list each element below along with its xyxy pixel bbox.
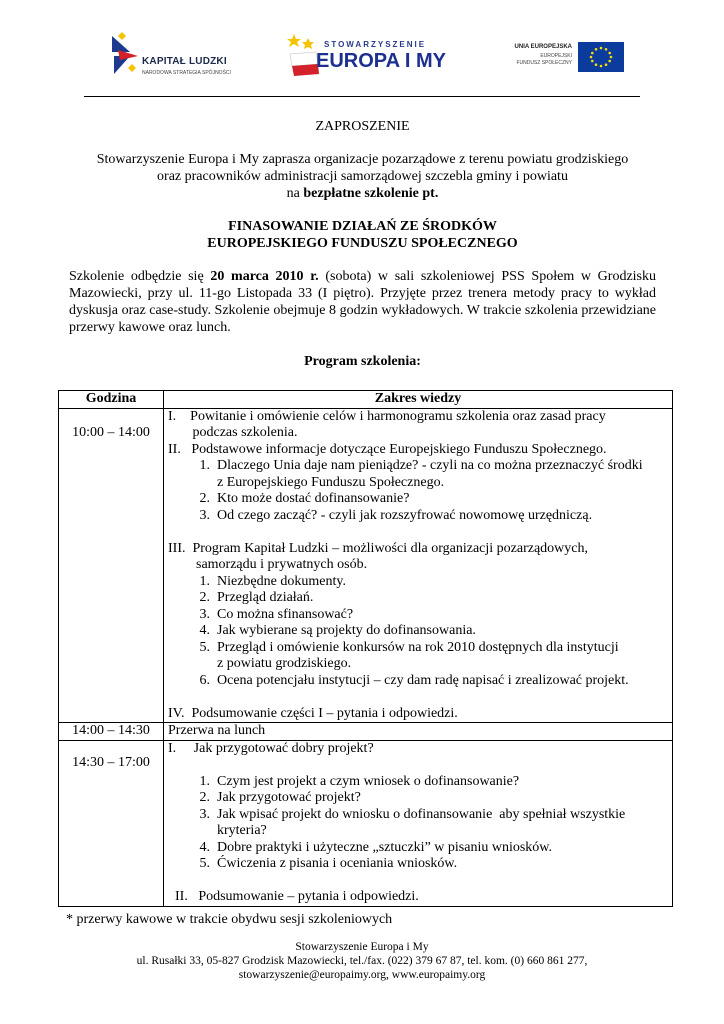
program-table (58, 390, 673, 907)
row2-scope: Przerwa na lunch (164, 723, 673, 741)
logo-center-main: EUROPA I MY (316, 50, 447, 72)
col-time-header: Godzina (59, 391, 164, 409)
header-rule (84, 96, 640, 97)
europa-i-my-logo (286, 24, 447, 84)
row3-line: 4. Dobre praktyki i użyteczne „sztuczki” w pisaniu wniosków. (168, 839, 552, 855)
row3-line (168, 873, 668, 890)
row1-line: samorządu i prywatnych osób. (168, 557, 368, 572)
row3-line: I. Jak przygotować dobry projekt? (168, 740, 374, 756)
logo-right-sub (516, 53, 572, 67)
row3-scope (164, 740, 673, 906)
row1-line (168, 524, 668, 541)
invitation-content (69, 118, 656, 370)
details-part-1: Szkolenie odbędzie się (69, 269, 211, 284)
row3-line: 3. Jak wpisać projekt do wniosku o dofinansowanie aby spełniał wszystkie (168, 806, 626, 822)
row3-line: II. Podsumowanie – pytania i odpowiedzi. (168, 889, 419, 904)
row1-line: IV. Podsumowanie części I – pytania i odpowiedzi. (168, 705, 458, 721)
table-header-row (59, 391, 673, 409)
row1-line: I. Powitanie i omówienie celów i harmonogramu szkolenia oraz zasad pracy (168, 408, 606, 424)
row3-time: 14:30 – 17:00 (59, 740, 164, 906)
intro-line-3-prefix: na (286, 186, 304, 201)
training-heading (69, 218, 656, 252)
row1-line: z powiatu grodziskiego. (168, 656, 352, 671)
row1-line: 6. Ocena potencjału instytucji – czy dam radę napisać i zrealizować projekt. (168, 672, 629, 688)
row1-line: 1. Niezbędne dokumenty. (168, 573, 346, 589)
intro-line-1: Stowarzyszenie Europa i My zaprasza organizacje pozarządowe z terenu powiatu grodziskiego (96, 152, 629, 167)
logo-right-sub1: EUROPEJSKI (540, 53, 572, 59)
logo-left-title: KAPITAŁ LUDZKI (142, 56, 227, 67)
table-row (59, 408, 673, 723)
heading-line-2: EUROPEJSKIEGO FUNDUSZU SPOŁECZNEGO (207, 236, 518, 251)
kapital-ludzki-logo (108, 30, 248, 82)
row1-line: 3. Co można sfinansować? (168, 606, 354, 622)
logo-right-sub2: FUNDUSZ SPOŁECZNY (516, 60, 572, 66)
table-row (59, 740, 673, 906)
eu-logo (512, 38, 624, 78)
row1-line: podczas szkolenia. (168, 425, 298, 440)
row1-line: III. Program Kapitał Ludzki – możliwości dla organizacji pozarządowych, (168, 540, 588, 556)
row1-line: 2. Przegląd działań. (168, 590, 314, 605)
page-title: ZAPROSZENIE (315, 119, 410, 134)
row1-scope (164, 408, 673, 723)
training-date: 20 marca 2010 r. (210, 269, 319, 284)
row3-line (168, 757, 668, 774)
header-logos (0, 22, 724, 86)
row1-line: 5. Przegląd i omówienie konkursów na rok 2010 dostępnych dla instytucji (168, 639, 619, 655)
row1-line: 2. Kto może dostać dofinansowanie? (168, 491, 410, 506)
kapital-ludzki-mark-icon (108, 30, 146, 80)
row3-lines (168, 741, 668, 906)
details-part-2: (sobota) w sali szkoleniowej PSS Społem w Grodzisku Mazowiecki, przy ul. 11-go Listopada 33 (I piętro). Przyjęte przez trenera metody pracy to wykład dyskusja oraz case-study. Szkolenie obejmuje 8 godzin wykładowych. W trakcie szkolenia przewidziane przerwy kawowe oraz lunch. (69, 269, 657, 335)
program-title: Program szkolenia: (304, 354, 421, 369)
row1-line: 1. Dlaczego Unia daje nam pieniądze? - czyli na co można przeznaczyć środki (168, 458, 643, 473)
row3-line: 2. Jak przygotować projekt? (168, 790, 361, 805)
row1-line: 4. Jak wybierane są projekty do dofinansowania. (168, 623, 476, 638)
row1-time: 10:00 – 14:00 (59, 408, 164, 723)
intro-line-3-bold: bezpłatne szkolenie pt. (303, 186, 439, 201)
footer (0, 940, 724, 982)
eu-flag-icon (578, 42, 624, 72)
footer-line-1: Stowarzyszenie Europa i My (295, 941, 429, 953)
logo-center-top: STOWARZYSZENIE (324, 40, 427, 49)
intro-line-3 (69, 185, 656, 202)
logo-right-title: UNIA EUROPEJSKA (514, 44, 572, 50)
col-scope-header: Zakres wiedzy (164, 391, 673, 409)
row1-line: II. Podstawowe informacje dotyczące Europejskiego Funduszu Społecznego. (168, 441, 607, 457)
footnote: * przerwy kawowe w trakcie obydwu sesji szkoleniowych (66, 912, 393, 927)
intro-text (69, 151, 656, 202)
row1-line: z Europejskiego Funduszu Społecznego. (168, 474, 445, 490)
row1-lines (168, 409, 668, 723)
row3-line: 1. Czym jest projekt a czym wniosek o dofinansowanie? (168, 773, 520, 789)
row3-line: 5. Ćwiczenia z pisania i oceniania wniosków. (168, 856, 458, 871)
training-details (69, 268, 656, 336)
row2-time: 14:00 – 14:30 (59, 723, 164, 741)
footer-line-2: ul. Rusałki 33, 05-827 Grodzisk Mazowiecki, tel./fax. (022) 379 67 87, tel. kom. (0) 660 861 277, (136, 955, 588, 967)
row3-line: kryteria? (168, 823, 267, 838)
intro-line-2: oraz pracowników administracji samorządowej szczebla gminy i powiatu (157, 169, 568, 184)
logo-left-subtitle: NARODOWA STRATEGIA SPÓJNOŚCI (142, 70, 231, 76)
row1-line: 3. Od czego zacząć? - czyli jak rozszyfrować nowomowę urzędniczą. (168, 507, 593, 523)
heading-line-1: FINASOWANIE DZIAŁAŃ ZE ŚRODKÓW (228, 219, 497, 234)
row1-line (168, 689, 668, 706)
table-row (59, 723, 673, 741)
footer-line-3: stowarzyszenie@europaimy.org, www.europaimy.org (238, 969, 486, 981)
